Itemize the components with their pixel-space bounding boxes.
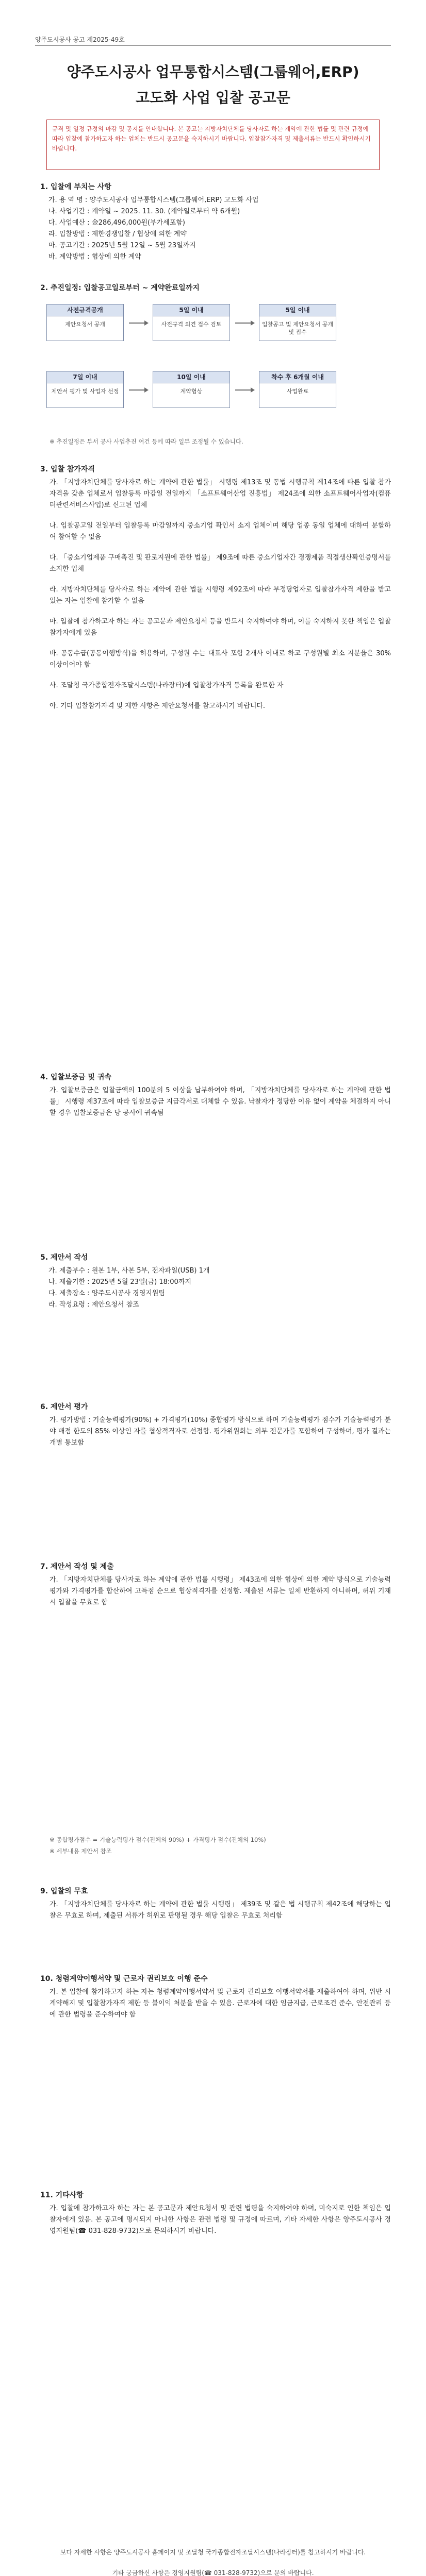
section-3-para: 나. 입찰공고일 전일부터 입찰등록 마감일까지 중소기업 확인서 소지 업체이며 해당 업종 동일 업체에 대하여 분할하여 참여할 수 없음 [50, 522, 391, 541]
section-7-para: 가. 「지방자치단체를 당사자로 하는 계약에 관한 법률 시행령」 제43조에 의한 협상에 의한 계약 방식으로 기술능력평가와 가격평가를 합산하여 고득점 순으로 협상적격자를 선정함. 제출된 서류는 일체 반환하지 아니하며, 허위 기재 시 입찰을 무효로 함 [50, 1576, 391, 1606]
section-6-para: 가. 평가방법 : 기술능력평가(90%) + 가격평가(10%) 종합평가 방식으로 하며 기술능력평가 점수가 기술능력평가 분야 배점 한도의 85% 이상인 자를 협상적격자로 선정함. 평가위원회는 외부 전문가를 포함하여 구성하며, 평가 결과는 개별 통보함 [50, 1416, 391, 1447]
section-9 [40, 1886, 391, 1922]
section-9-para: 가. 「지방자치단체를 당사자로 하는 계약에 관한 법률 시행령」 제39조 및 같은 법 시행규칙 제42조에 해당하는 입찰은 무효로 하며, 제출된 서류가 허위로 판명될 경우 해당 입찰은 무효로 처리함 [50, 1901, 391, 1920]
section-3-para: 바. 공동수급(공동이행방식)을 허용하며, 구성원 수는 대표사 포함 2개사 이내로 하고 구성원별 최소 지분율은 30% 이상이어야 함 [50, 650, 391, 669]
section-3-para: 사. 조달청 국가종합전자조달시스템(나라장터)에 입찰참가자격 등록을 완료한 자 [50, 682, 284, 689]
section-5-item: 라. 작성요령 : 제안요청서 참조 [48, 1301, 139, 1309]
flow-step [46, 371, 124, 408]
flow-step-body: 계약협상 [180, 388, 203, 395]
page-title-line1: 양주도시공사 업무통합시스템(그룹웨어,ERP) [67, 63, 359, 80]
section-4-title: 4. 입찰보증금 및 귀속 [40, 1073, 111, 1081]
flow-note-text: ※ 추진일정은 부서 공사 사업추진 여건 등에 따라 일부 조정될 수 있습니다. [50, 438, 243, 445]
flow-step-body: 제안요청서 공개 [65, 321, 105, 328]
process-flow-diagram [46, 299, 380, 433]
notice-number: 양주도시공사 공고 제2025-49호 [35, 36, 125, 43]
section-1-item: 다. 사업예산 : 金286,496,000원(부가세포함) [48, 219, 185, 227]
section-3-para: 다. 「중소기업제품 구매촉진 및 판로지원에 관한 법률」 제9조에 따른 중소기업자간 경쟁제품 직접생산확인증명서를 소지한 업체 [50, 554, 391, 573]
section-10-para: 가. 본 입찰에 참가하고자 하는 자는 청렴계약이행서약서 및 근로자 권리보호 이행서약서를 제출하여야 하며, 위반 시 계약해지 및 입찰참가자격 제한 등 불이익 처분을 받을 수 있음. 근로자에 대한 임금지급, 근로조건 준수, 안전관리 등에 관한 법령을 준수하여야 함 [50, 1988, 391, 2019]
section-1-item: 마. 공고기간 : 2025년 5월 12일 ~ 5월 23일까지 [48, 242, 196, 249]
flow-step-body: 제안서 평가 및 사업자 선정 [51, 388, 119, 395]
section-5 [40, 1252, 391, 1311]
section-2 [40, 282, 391, 296]
section-11 [40, 2190, 391, 2237]
score-formula-note: ※ 종합평가점수 = 기술능력평가 점수(전체의 90%) + 가격평가 점수(전체의 10%) [50, 1836, 266, 1843]
flow-step-head: 7일 이내 [47, 371, 123, 383]
header-divider [35, 45, 391, 46]
flow-step-head: 5일 이내 [153, 304, 230, 316]
section-5-item: 가. 제출부수 : 원본 1부, 사본 5부, 전자파일(USB) 1개 [48, 1267, 210, 1275]
section-11-para: 가. 입찰에 참가하고자 하는 자는 본 공고문과 제안요청서 및 관련 법령을 숙지하여야 하며, 미숙지로 인한 책임은 입찰자에게 있음. 본 공고에 명시되지 아니한 사항은 관련 법령 및 규정에 따르며, 기타 자세한 사항은 양주도시공사 경영지원팀(☎ 031-828-9732)으로 문의하시기 바랍니다. [50, 2205, 391, 2235]
section-1-item: 라. 입찰방법 : 제한경쟁입찰 / 협상에 의한 계약 [48, 230, 187, 238]
flow-step-head: 착수 후 6개월 이내 [259, 371, 336, 383]
score-note [40, 1834, 391, 1857]
section-5-title: 5. 제안서 작성 [40, 1253, 88, 1262]
flow-step [46, 304, 124, 341]
section-6 [40, 1401, 391, 1449]
flow-step [153, 304, 230, 341]
section-6-title: 6. 제안서 평가 [40, 1403, 88, 1411]
section-5-item: 다. 제출장소 : 양주도시공사 경영지원팀 [48, 1290, 165, 1297]
flow-step [259, 371, 336, 408]
section-10 [40, 1973, 391, 2021]
flow-step-head: 10일 이내 [153, 371, 230, 383]
section-7 [40, 1561, 391, 1608]
section-4 [40, 1072, 391, 1119]
flow-arrow [235, 323, 254, 324]
flow-arrow [129, 389, 148, 391]
section-3-para: 라. 지방자치단체를 당사자로 하는 계약에 관한 법률 시행령 제92조에 따라 부정당업자로 입찰참가자격 제한을 받고 있는 자는 입찰에 참가할 수 없음 [50, 586, 391, 605]
section-3 [40, 464, 391, 712]
flow-step-body: 사전규격 의견 접수 검토 [161, 321, 222, 328]
section-1 [40, 181, 391, 263]
contact-line-1: 보다 자세한 사항은 양주도시공사 홈페이지 및 조달청 국가종합전자조달시스템(나라장터)를 참고하시기 바랍니다. [60, 2549, 366, 2556]
section-1-item: 가. 용 역 명 : 양주도시공사 업무통합시스템(그룹웨어,ERP) 고도화 사업 [48, 196, 259, 204]
section-9-title: 9. 입찰의 무효 [40, 1887, 88, 1895]
section-7-title: 7. 제안서 작성 및 제출 [40, 1563, 114, 1571]
flow-note [40, 436, 391, 447]
flow-step-head: 5일 이내 [259, 304, 336, 316]
section-1-item: 나. 사업기간 : 계약일 ~ 2025. 11. 30. (계약일로부터 약 6개월) [48, 208, 240, 215]
section-11-title: 11. 기타사항 [40, 2191, 84, 2199]
section-1-title: 1. 입찰에 부치는 사항 [40, 183, 111, 191]
flow-step-body: 입찰공고 및 제안요청서 공개 및 접수 [261, 321, 333, 335]
section-1-item: 바. 계약방법 : 협상에 의한 계약 [48, 253, 141, 261]
section-10-title: 10. 청렴계약이행서약 및 근로자 권리보호 이행 준수 [40, 1975, 208, 1983]
section-2-title: 2. 추진일정: 입찰공고일로부터 ~ 계약완료일까지 [40, 284, 200, 292]
flow-arrow [129, 323, 148, 324]
score-detail-note: ※ 세부내용 제안서 참조 [50, 1848, 112, 1855]
section-3-title: 3. 입찰 참가자격 [40, 465, 95, 473]
section-3-para: 마. 입찰에 참가하고자 하는 자는 공고문과 제안요청서 등을 반드시 숙지하여야 하며, 이를 숙지하지 못한 책임은 입찰참가자에게 있음 [50, 618, 391, 637]
contact-line-2: 기타 궁금하신 사항은 경영지원팀(☎ 031-828-9732)으로 문의 바랍니다. [112, 2569, 314, 2576]
flow-step [259, 304, 336, 341]
page-title-line2: 고도화 사업 입찰 공고문 [136, 89, 290, 106]
flow-step-body: 사업완료 [286, 388, 309, 395]
flow-arrow [235, 389, 254, 391]
section-3-para: 가. 「지방자치단체를 당사자로 하는 계약에 관한 법률」 시행령 제13조 및 동법 시행규칙 제14조에 따른 입찰 참가자격을 갖춘 업체로서 입찰등록 마감일 전일까지 「소프트웨어산업 진흥법」 제24조에 의한 소프트웨어사업자(컴퓨터관련서비스사업)로 신고된 업체 [50, 479, 391, 509]
section-3-para: 아. 기타 입찰참가자격 및 제한 사항은 제안요청서를 참고하시기 바랍니다. [50, 702, 266, 710]
intro-notice-box: 규격 및 일정 규정의 마감 및 공지를 안내합니다. 본 공고는 지방자치단체를 당사자로 하는 계약에 관한 법률 및 관련 규정에 따라 입찰에 참가하고자 하는 업체는 반드시 공고문을 숙지하시기 바랍니다. 입찰참가자격 및 제출서류는 반드시 확인하시기 바랍니다. [46, 120, 380, 170]
flow-step-head: 사전규격공개 [47, 304, 123, 316]
section-4-para: 가. 입찰보증금은 입찰금액의 100분의 5 이상을 납부하여야 하며, 「지방자치단체를 당사자로 하는 계약에 관한 법률」 시행령 제37조에 따라 입찰보증금 지급각서로 대체할 수 있음. 낙찰자가 정당한 이유 없이 계약을 체결하지 아니할 경우 입찰보증금은 당 공사에 귀속됨 [50, 1087, 391, 1117]
flow-step [153, 371, 230, 408]
section-5-item: 나. 제출기한 : 2025년 5월 23일(금) 18:00까지 [48, 1278, 191, 1286]
